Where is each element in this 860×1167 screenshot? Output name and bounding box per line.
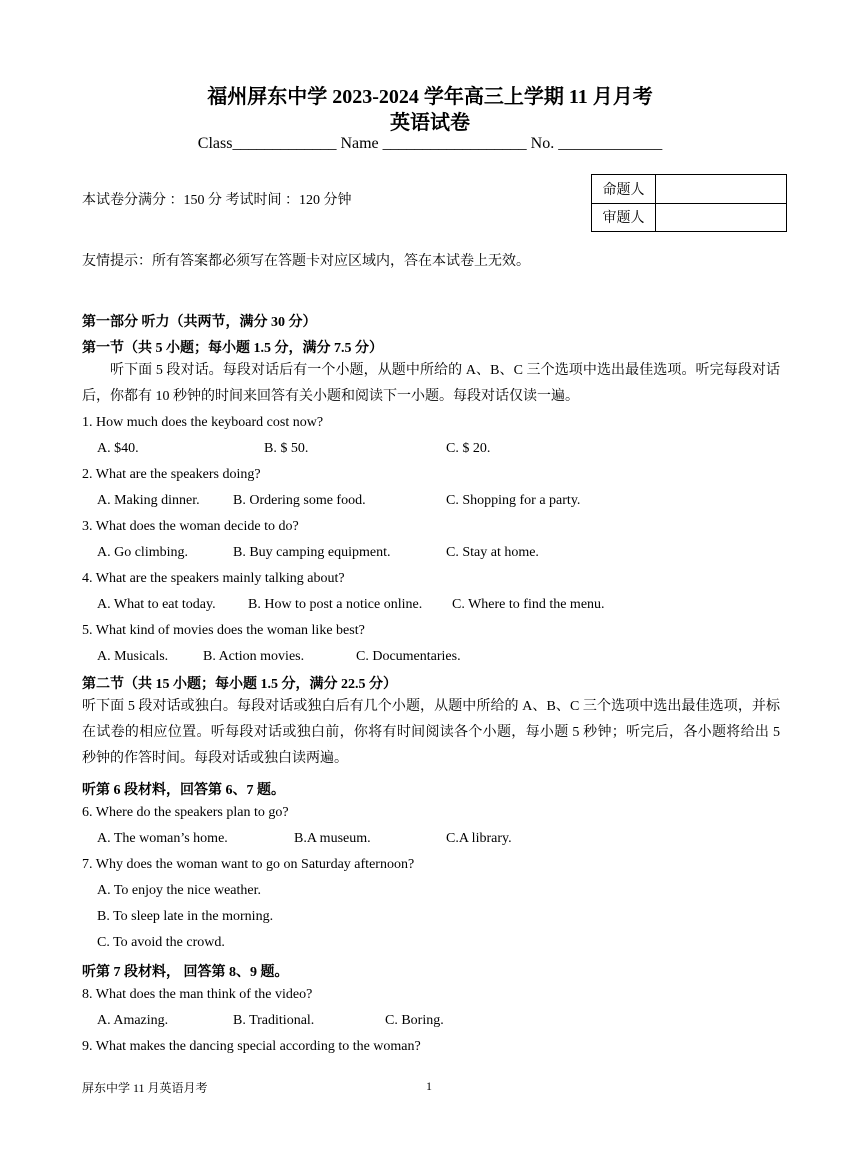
- question-stem: 6. Where do the speakers plan to go?: [82, 805, 289, 820]
- option-a: A. Making dinner.: [97, 493, 200, 508]
- option-a: A. $40.: [97, 441, 139, 456]
- question-stem: 7. Why does the woman want to go on Saturday afternoon?: [82, 857, 415, 872]
- option-c: C. Where to find the menu.: [452, 597, 605, 612]
- section1-instruction: 听下面 5 段对话。每段对话后有一个小题，从题中所给的 A、B、C 三个选项中选出最佳选项。听完每段对话后，你都有 10 秒钟的时间来回答有关小题和阅读下一小题。每段对话仅读一遍。: [82, 363, 780, 404]
- setter-value: [656, 175, 787, 204]
- option-b: B. Traditional.: [233, 1013, 315, 1028]
- question-stem: 4. What are the speakers mainly talking about?: [82, 571, 345, 586]
- option-c: C. Shopping for a party.: [446, 493, 581, 508]
- question-stem: 1. How much does the keyboard cost now?: [82, 415, 324, 430]
- option-c: C. Boring.: [385, 1013, 444, 1028]
- question-stem: 8. What does the man think of the video?: [82, 987, 313, 1002]
- option-b: B. Buy camping equipment.: [233, 545, 391, 560]
- material7-heading: 听第 7 段材料， 回答第 8、9 题。: [82, 965, 289, 980]
- question-stem: 5. What kind of movies does the woman like best?: [82, 623, 365, 638]
- class-name-number-line: Class_____________ Name __________________ No. _____________: [197, 135, 663, 152]
- option-c: C. Stay at home.: [446, 545, 539, 560]
- option-c: C. To avoid the crowd.: [97, 935, 225, 950]
- setter-label: 命题人: [592, 175, 656, 204]
- option-b: B. Action movies.: [203, 649, 305, 664]
- option-b: B. To sleep late in the morning.: [97, 909, 274, 924]
- question-stem: 2. What are the speakers doing?: [82, 467, 261, 482]
- option-c: C.A library.: [446, 831, 512, 846]
- option-a: A. Musicals.: [97, 649, 169, 664]
- material6-heading: 听第 6 段材料，回答第 6、7 题。: [82, 783, 285, 798]
- option-a: A. Go climbing.: [97, 545, 188, 560]
- option-a: A. Amazing.: [97, 1013, 169, 1028]
- score-and-time: 本试卷分满分 ：150 分 考试时间 ：120 分钟: [82, 193, 352, 208]
- option-a: A. What to eat today.: [97, 597, 216, 612]
- section2-heading: 第二节（共 15 小题；每小题 1.5 分，满分 22.5 分）: [82, 677, 397, 692]
- question-stem: 3. What does the woman decide to do?: [82, 519, 299, 534]
- page-number: 1: [426, 1079, 432, 1093]
- option-c: C. $ 20.: [446, 441, 491, 456]
- footer-label: 屏东中学 11 月英语月考: [82, 1081, 208, 1095]
- question-stem: 9. What makes the dancing special according to the woman?: [82, 1039, 421, 1054]
- option-b: B. How to post a notice online.: [248, 597, 423, 612]
- option-b: B. $ 50.: [264, 441, 309, 456]
- reviewer-table: [591, 174, 787, 232]
- option-c: C. Documentaries.: [356, 649, 461, 664]
- option-a: A. The woman’s home.: [97, 831, 228, 846]
- option-b: B.A museum.: [294, 831, 371, 846]
- option-b: B. Ordering some food.: [233, 493, 366, 508]
- friendly-tip: 友情提示：所有答案都必须写在答题卡对应区域内，答在本试卷上无效。: [82, 254, 530, 269]
- section1-heading: 第一节（共 5 小题；每小题 1.5 分，满分 7.5 分）: [82, 341, 383, 356]
- exam-title: 福州屏东中学 2023-2024 学年高三上学期 11 月月考: [207, 86, 653, 108]
- reviewer-value: [656, 203, 787, 232]
- reviewer-label: 审题人: [592, 203, 656, 232]
- exam-subtitle: 英语试卷: [390, 112, 470, 134]
- section2-instruction: 听下面 5 段对话或独白。每段对话或独白后有几个小题，从题中所给的 A、B、C 三个选项中选出最佳选项，并标在试卷的相应位置。听每段对话或独白前，你将有时间阅读各个小题，每小题 5 秒钟；听完后，各小题将给出 5 秒钟的作答时间。每段对话或独白读两遍。: [82, 699, 780, 766]
- option-a: A. To enjoy the nice weather.: [97, 883, 261, 898]
- part1-heading: 第一部分 听力（共两节，满分 30 分）: [82, 315, 317, 330]
